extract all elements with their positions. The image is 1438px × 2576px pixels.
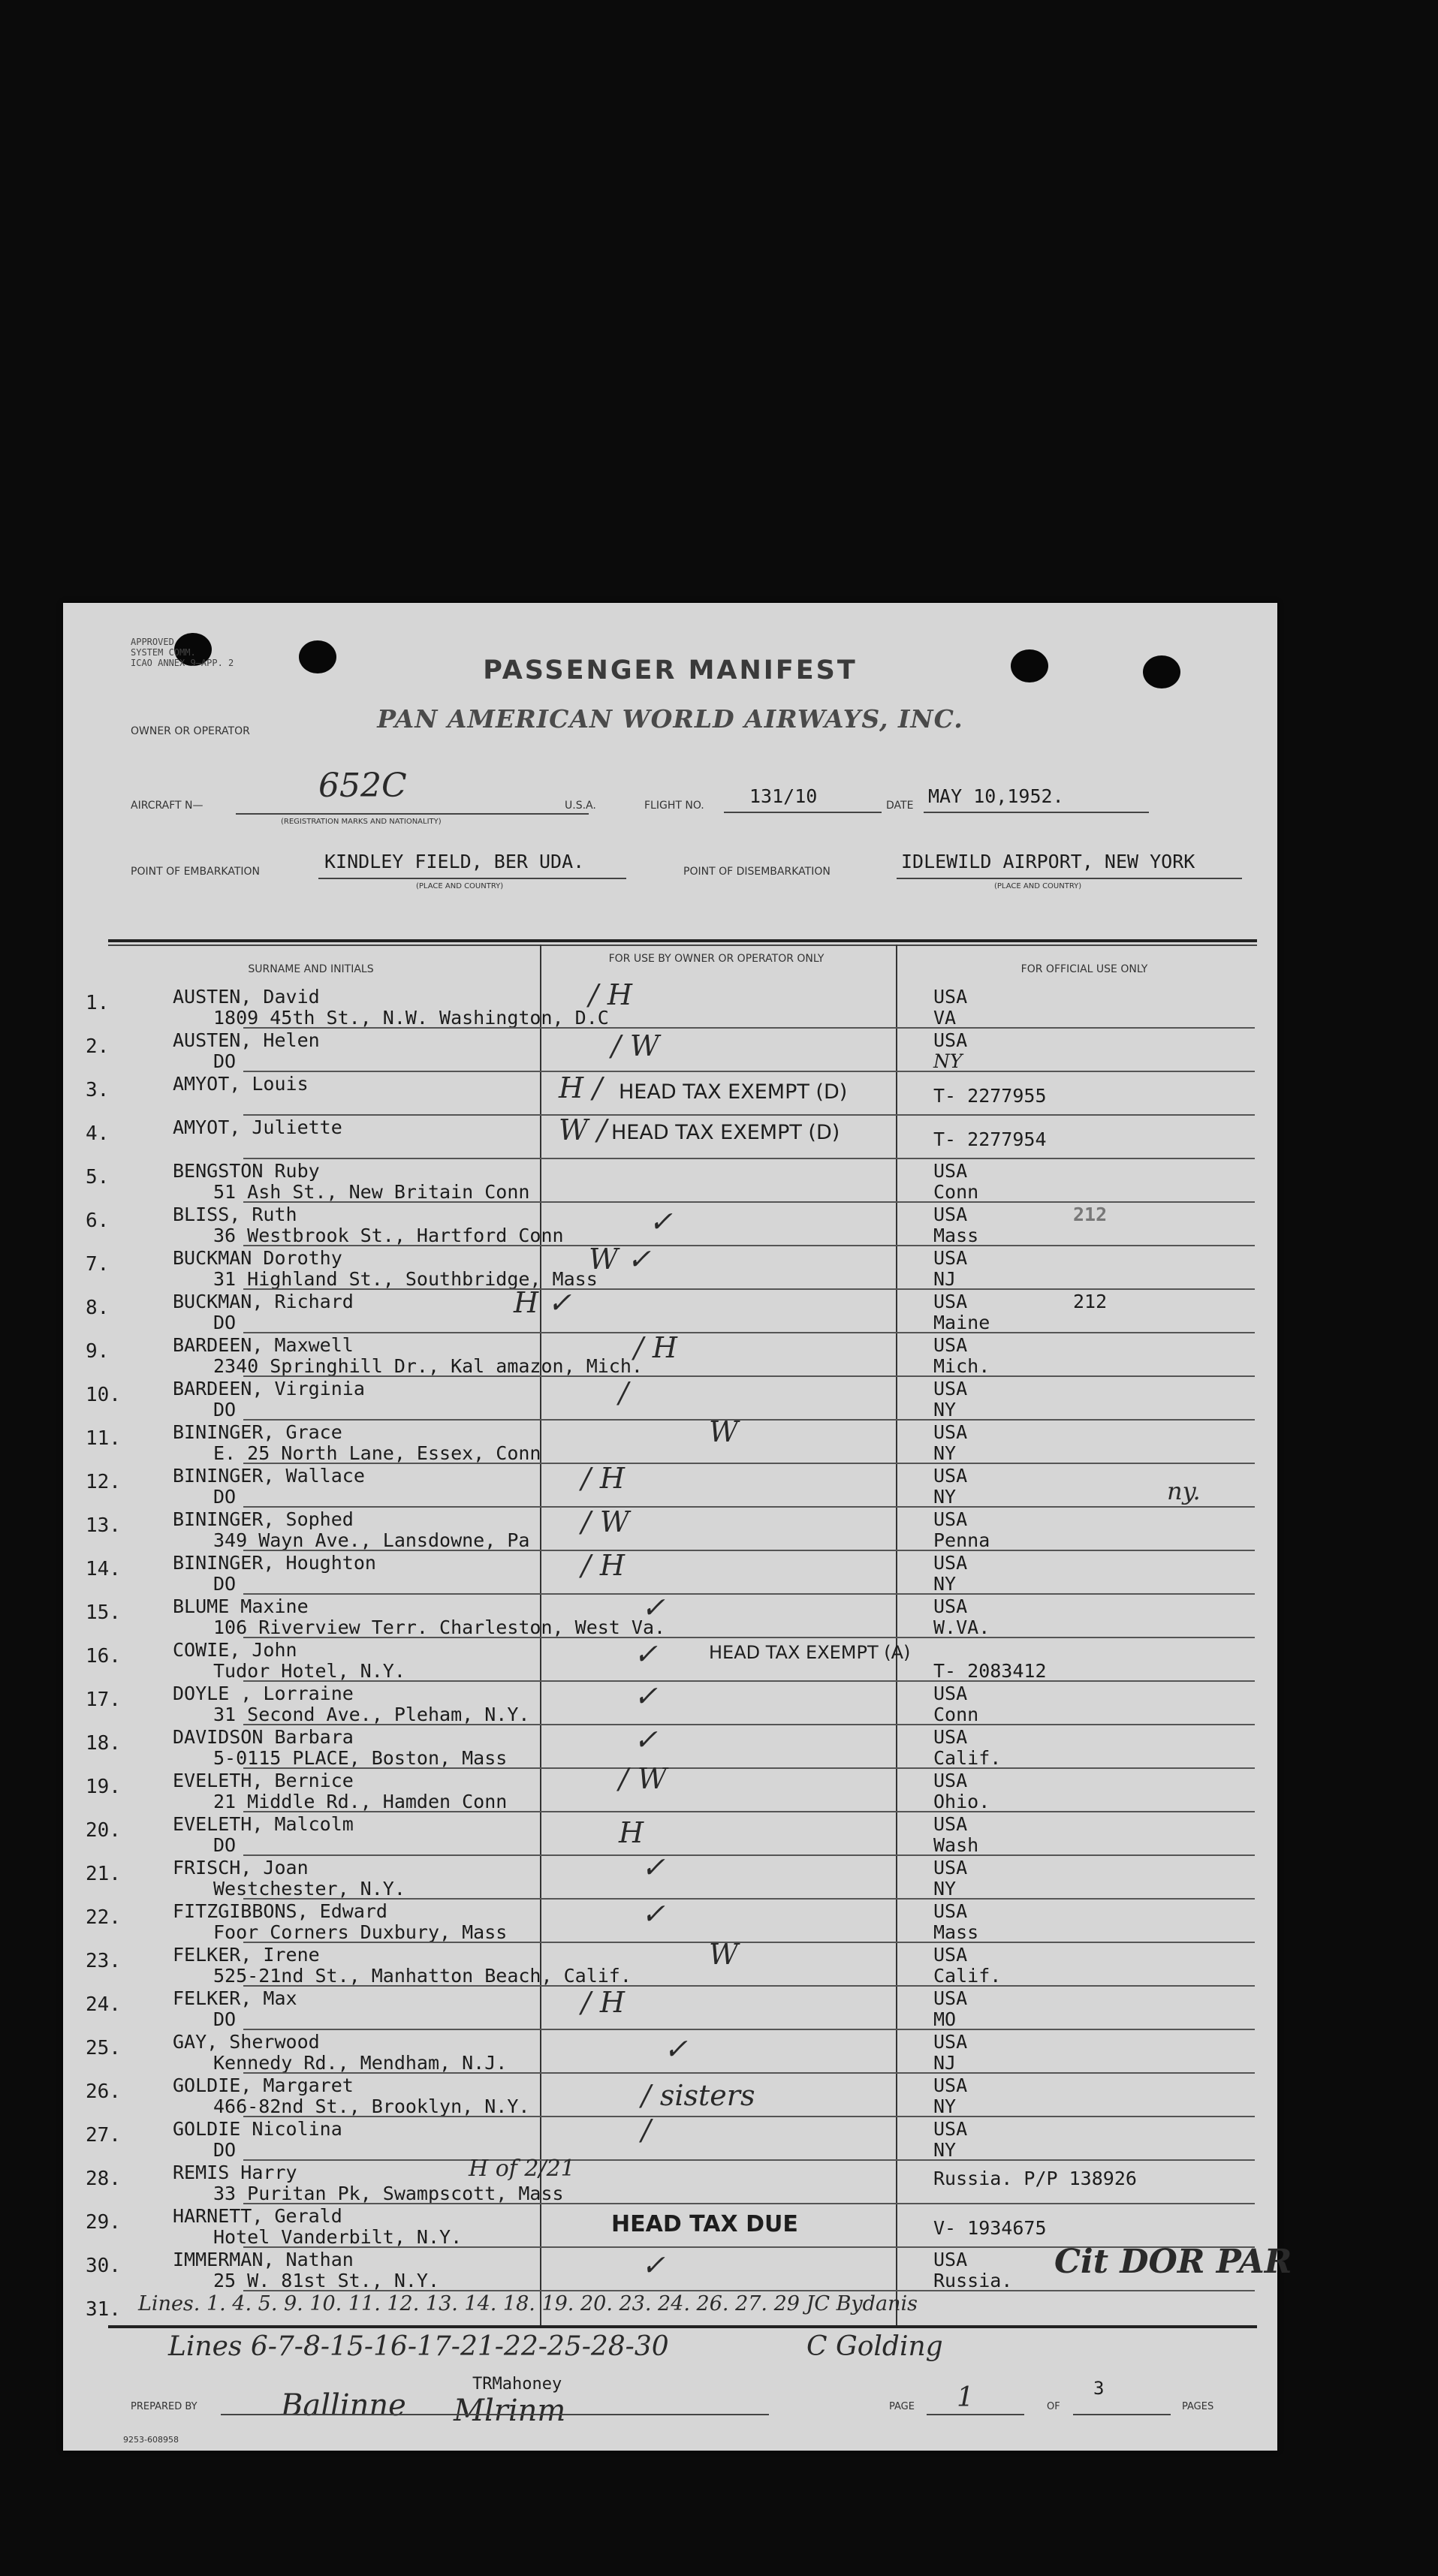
table-row — [63, 2292, 1277, 2336]
table-row — [63, 1415, 1277, 1465]
row-number: 1. — [86, 992, 110, 1014]
table-bottom-rule — [108, 2325, 1257, 2328]
residence: Russia. — [933, 2270, 1013, 2291]
residence: NY — [933, 2095, 957, 2117]
passenger-name: COWIE, John — [173, 1639, 297, 1661]
table-row — [63, 1073, 1277, 1116]
passenger-name: EVELETH, Bernice — [173, 1770, 354, 1791]
disembark-label: POINT OF DISEMBARKATION — [683, 866, 831, 878]
nationality: USA — [933, 1683, 968, 1704]
row-number: 19. — [86, 1776, 121, 1798]
table-row — [63, 2074, 1277, 2118]
row-rule — [243, 1854, 1255, 1856]
nationality: USA — [933, 1378, 968, 1399]
passenger-name: FRISCH, Joan — [173, 1857, 309, 1879]
residence: NY — [933, 1573, 957, 1595]
passenger-address: DO — [213, 1399, 237, 1421]
residence: Mass — [933, 1921, 979, 1943]
row-rule — [243, 1288, 1255, 1290]
passenger-name: DAVIDSON Barbara — [173, 1726, 354, 1748]
stamp-line: ICAO ANNEX 9—APP. 2 — [131, 658, 234, 668]
row-rule — [243, 1724, 1255, 1725]
table-row — [63, 1029, 1277, 1073]
passport-info: Russia. P/P 138926 — [933, 2168, 1137, 2189]
citizenship-note: Cit DOR PAR — [1054, 2243, 1292, 2281]
passenger-name: BLISS, Ruth — [173, 1204, 297, 1225]
row-rule — [243, 1114, 1255, 1116]
check-mark: / — [641, 2114, 651, 2147]
flight-date: MAY 10,1952. — [928, 785, 1064, 807]
residence: NY — [933, 1050, 963, 1072]
col-surname: SURNAME AND INITIALS — [248, 963, 374, 975]
table-row — [63, 1851, 1277, 1900]
passenger-name: GAY, Sherwood — [173, 2031, 320, 2053]
residence: Ohio. — [933, 1791, 990, 1812]
check-mark: / W — [611, 1029, 659, 1062]
disembark-value: IDLEWILD AIRPORT, NEW YORK — [901, 851, 1195, 872]
row-number: 27. — [86, 2124, 121, 2147]
table-row — [63, 978, 1277, 1029]
table-row — [63, 1549, 1277, 1595]
table-row — [63, 1680, 1277, 1726]
check-mark: ✓ — [664, 2032, 688, 2065]
residence: Conn — [933, 1181, 979, 1203]
passenger-address: Foor Corners Duxbury, Mass — [213, 1921, 508, 1943]
prepared-by-value: TRMahoney — [472, 2375, 562, 2394]
row-number: 22. — [86, 1906, 121, 1929]
residence: NY — [933, 1486, 957, 1508]
form-number: 9253-608958 — [123, 2435, 179, 2445]
alien-number: T- 2277955 — [933, 1085, 1047, 1107]
passenger-address: Westchester, N.Y. — [213, 1878, 405, 1900]
row-number: 7. — [86, 1253, 110, 1276]
passenger-name: BLUME Maxine — [173, 1595, 309, 1617]
row-number: 25. — [86, 2037, 121, 2059]
passenger-address: Hotel Vanderbilt, N.Y. — [213, 2226, 463, 2248]
row-number: 9. — [86, 1340, 110, 1363]
row-number: 13. — [86, 1514, 121, 1537]
passenger-name: REMIS Harry — [173, 2162, 297, 2183]
col-official: FOR OFFICIAL USE ONLY — [1020, 963, 1148, 975]
passenger-address: DO — [213, 2008, 237, 2030]
passenger-name: FELKER, Irene — [173, 1944, 320, 1966]
nationality: USA — [933, 1204, 968, 1225]
row-number: 20. — [86, 1819, 121, 1842]
airline-name: PAN AMERICAN WORLD AIRWAYS, INC. — [377, 704, 963, 734]
nationality: USA — [933, 1465, 968, 1487]
passenger-name: IMMERMAN, Nathan — [173, 2249, 354, 2270]
row-rule — [243, 2072, 1255, 2074]
row-number: 30. — [86, 2255, 121, 2277]
passenger-address: E. 25 North Lane, Essex, Conn — [213, 1442, 541, 1464]
passenger-name: BARDEEN, Maxwell — [173, 1334, 354, 1356]
check-mark: / H — [581, 1462, 626, 1495]
passenger-address: Kennedy Rd., Mendham, N.J. — [213, 2052, 508, 2074]
row-number: 16. — [86, 1645, 121, 1668]
check-mark: / — [619, 1376, 629, 1409]
usa-label: U.S.A. — [565, 800, 596, 812]
row-rule — [243, 1158, 1255, 1159]
table-row — [63, 1897, 1277, 1944]
place-caption: (PLACE AND COUNTRY) — [994, 882, 1082, 890]
passenger-address: Tudor Hotel, N.Y. — [213, 1660, 405, 1682]
nationality: USA — [933, 986, 968, 1008]
row-number: 14. — [86, 1558, 121, 1580]
nationality: USA — [933, 1552, 968, 1574]
passenger-address: DO — [213, 1486, 237, 1508]
check-mark: / sisters — [641, 2079, 755, 2112]
aircraft-label: AIRCRAFT N— — [131, 800, 203, 812]
line31-hand-note: Lines. 1. 4. 5. 9. 10. 11. 12. 13. 14. 18. 19. 20. 23. 24. 26. 27. 29 JC Bydanis — [138, 2292, 918, 2315]
nationality: USA — [933, 1247, 968, 1269]
passenger-name: BININGER, Houghton — [173, 1552, 376, 1574]
row-number: 8. — [86, 1297, 110, 1319]
table-top-rule — [108, 939, 1257, 942]
check-mark: ✓ — [641, 1897, 665, 1930]
row-rule — [243, 1942, 1255, 1943]
row-number: 4. — [86, 1122, 110, 1145]
nationality: USA — [933, 1944, 968, 1966]
row-rule — [243, 1550, 1255, 1551]
hand-signature-note: C Golding — [806, 2331, 943, 2362]
row-rule — [243, 2029, 1255, 2030]
embark-value: KINDLEY FIELD, BER UDA. — [324, 851, 585, 872]
check-mark: ✓ — [641, 2249, 665, 2282]
residence: Mich. — [933, 1355, 990, 1377]
row-number: 18. — [86, 1732, 121, 1755]
row-rule — [243, 1593, 1255, 1595]
passenger-address: DO — [213, 2139, 237, 2161]
aircraft-underline — [236, 813, 589, 815]
row-rule — [243, 1767, 1255, 1769]
row-rule — [243, 1375, 1255, 1377]
nationality: USA — [933, 1334, 968, 1356]
table-row — [63, 1639, 1277, 1683]
stamp-line: APPROVED — [131, 637, 174, 647]
row-rule — [243, 1332, 1255, 1333]
nationality: USA — [933, 2118, 968, 2140]
table-row — [63, 1286, 1277, 1334]
row-rule — [243, 1245, 1255, 1246]
head-tax-due-stamp: HEAD TAX DUE — [611, 2211, 798, 2237]
check-mark: ✓ — [641, 1591, 665, 1624]
check-mark: / H — [581, 1549, 626, 1582]
passenger-name: DOYLE , Lorraine — [173, 1683, 354, 1704]
table-row — [63, 1160, 1277, 1204]
head-tax-stamp: HEAD TAX EXEMPT (D) — [619, 1080, 848, 1104]
passenger-name: BININGER, Grace — [173, 1421, 342, 1443]
residence: Conn — [933, 1704, 979, 1725]
manifest-page — [63, 603, 1292, 2451]
owner-label: OWNER OR OPERATOR — [131, 725, 250, 737]
passenger-name: BUCKMAN Dorothy — [173, 1247, 342, 1269]
row-number: 6. — [86, 1210, 110, 1232]
flight-label: FLIGHT NO. — [644, 800, 704, 812]
nationality: USA — [933, 1595, 968, 1617]
check-mark: ✓ — [634, 1680, 658, 1713]
page-label: PAGE — [889, 2401, 915, 2412]
passenger-name: AUSTEN, David — [173, 986, 320, 1008]
nationality: USA — [933, 2074, 968, 2096]
table-row — [63, 1204, 1277, 1247]
row-number: 15. — [86, 1601, 121, 1624]
table-row — [63, 1813, 1277, 1857]
check-mark: H / — [559, 1071, 603, 1104]
pages-label: PAGES — [1182, 2401, 1214, 2412]
passenger-address: DO — [213, 1050, 237, 1072]
passenger-name: BENGSTON Ruby — [173, 1160, 320, 1182]
passenger-address: 36 Westbrook St., Hartford Conn — [213, 1225, 564, 1246]
page-count-underline — [1073, 2414, 1171, 2415]
code-212: 212 — [1073, 1291, 1108, 1312]
passenger-name: HARNETT, Gerald — [173, 2205, 342, 2227]
row-rule — [243, 1506, 1255, 1508]
table-row — [63, 1243, 1277, 1291]
passenger-address: 31 Second Ave., Pleham, N.Y. — [213, 1704, 530, 1725]
table-row — [63, 1762, 1277, 1813]
passenger-address: 33 Puritan Pk, Swampscott, Mass — [213, 2183, 564, 2204]
nationality: USA — [933, 1857, 968, 1879]
flight-number: 131/10 — [749, 785, 818, 807]
check-mark: H ✓ — [514, 1286, 572, 1319]
row-rule — [243, 1898, 1255, 1900]
table-row — [63, 1462, 1277, 1508]
stamp-line: SYSTEM COMM. — [131, 647, 196, 658]
check-mark: ✓ — [649, 1205, 673, 1238]
passenger-name: BUCKMAN, Richard — [173, 1291, 354, 1312]
row-number: 29. — [86, 2211, 121, 2234]
passenger-address: 525-21nd St., Manhatton Beach, Calif. — [213, 1965, 632, 1987]
prepared-by-underline — [221, 2414, 769, 2415]
alien-number: T- 2277954 — [933, 1128, 1047, 1150]
row-number: 23. — [86, 1950, 121, 1972]
residence: NY — [933, 1442, 957, 1464]
residence: NY — [933, 1878, 957, 1900]
check-mark: H — [619, 1816, 644, 1849]
page-count: 3 — [1093, 2378, 1105, 2399]
passenger-address: 466-82nd St., Brooklyn, N.Y. — [213, 2095, 530, 2117]
head-tax-stamp: HEAD TAX EXEMPT (D) — [611, 1121, 840, 1144]
table-row — [63, 2243, 1292, 2292]
row-number: 5. — [86, 1166, 110, 1189]
passenger-name: BARDEEN, Virginia — [173, 1378, 365, 1399]
passenger-name: FELKER, Max — [173, 1987, 297, 2009]
code-212: 212 — [1073, 1204, 1108, 1225]
check-mark: / H — [581, 1986, 626, 2019]
residence: Maine — [933, 1312, 990, 1333]
residence: MO — [933, 2008, 957, 2030]
form-title: PASSENGER MANIFEST — [483, 655, 858, 685]
nationality: USA — [933, 1900, 968, 1922]
passenger-name: GOLDIE, Margaret — [173, 2074, 354, 2096]
row-rule — [243, 1419, 1255, 1421]
table-row — [63, 1505, 1277, 1552]
passenger-name: AMYOT, Louis — [173, 1073, 309, 1095]
residence: Mass — [933, 1225, 979, 1246]
hand-note: H of 2/21 — [469, 2156, 575, 2182]
table-top-rule-2 — [108, 945, 1257, 946]
row-rule — [243, 1985, 1255, 1987]
residence: NY — [933, 2139, 957, 2161]
row-rule — [243, 1680, 1255, 1682]
row-number: 3. — [86, 1079, 110, 1101]
table-row — [63, 1987, 1277, 2031]
signature-1: Ballinne — [281, 2388, 406, 2423]
passenger-address: 349 Wayn Ave., Lansdowne, Pa — [213, 1529, 530, 1551]
nationality: USA — [933, 2249, 968, 2270]
place-caption: (PLACE AND COUNTRY) — [416, 882, 504, 890]
page-number: 1 — [957, 2382, 974, 2413]
nationality: USA — [933, 1813, 968, 1835]
check-mark: / W — [619, 1762, 667, 1795]
nationality: USA — [933, 1726, 968, 1748]
row-number: 24. — [86, 1993, 121, 2016]
table-row — [63, 2156, 1277, 2205]
passenger-address: 5-0115 PLACE, Boston, Mass — [213, 1747, 508, 1769]
passenger-address: 21 Middle Rd., Hamden Conn — [213, 1791, 508, 1812]
nationality: USA — [933, 2031, 968, 2053]
row-number: 10. — [86, 1384, 121, 1406]
passenger-address: DO — [213, 1312, 237, 1333]
table-row — [63, 1331, 1277, 1378]
check-mark: ✓ — [634, 1723, 658, 1756]
passenger-name: BININGER, Wallace — [173, 1465, 365, 1487]
alien-number: V- 1934675 — [933, 2217, 1047, 2239]
row-rule — [243, 2203, 1255, 2204]
hand-note: ny. — [1167, 1477, 1201, 1505]
residence: Penna — [933, 1529, 990, 1551]
nationality: USA — [933, 1987, 968, 2009]
check-mark: ✓ — [641, 1851, 665, 1884]
check-mark: ✓ — [634, 1637, 658, 1671]
row-number: 17. — [86, 1689, 121, 1711]
check-mark: W ✓ — [589, 1243, 651, 1276]
table-row — [63, 2114, 1277, 2162]
check-mark: / H — [634, 1331, 678, 1364]
of-label: OF — [1047, 2401, 1060, 2412]
row-number: 21. — [86, 1863, 121, 1885]
residence: W.VA. — [933, 1616, 990, 1638]
embark-underline — [318, 878, 626, 879]
passenger-name: AUSTEN, Helen — [173, 1029, 320, 1051]
passenger-name: BININGER, Sophed — [173, 1508, 354, 1530]
hand-lines-note: Lines 6-7-8-15-16-17-21-22-25-28-30 — [168, 2331, 669, 2362]
prepared-by-label: PREPARED BY — [131, 2401, 197, 2412]
col-owner-use: FOR USE BY OWNER OR OPERATOR ONLY — [608, 953, 825, 965]
residence: Wash — [933, 1834, 979, 1856]
row-rule — [243, 1811, 1255, 1812]
head-tax-stamp: HEAD TAX EXEMPT (A) — [709, 1642, 911, 1663]
page-underline — [927, 2414, 1024, 2415]
date-underline — [924, 812, 1149, 813]
row-number: 11. — [86, 1427, 121, 1450]
row-number: 26. — [86, 2080, 121, 2103]
passenger-name: FITZGIBBONS, Edward — [173, 1900, 387, 1922]
row-rule — [243, 2290, 1255, 2291]
passenger-name: AMYOT, Juliette — [173, 1116, 342, 1138]
nationality: USA — [933, 1421, 968, 1443]
table-row — [63, 1378, 1277, 1421]
passenger-address: 31 Highland St., Southbridge, Mass — [213, 1268, 598, 1290]
date-label: DATE — [886, 800, 914, 812]
alien-number: T- 2083412 — [933, 1660, 1047, 1682]
row-number: 31. — [86, 2298, 121, 2321]
passenger-address: 25 W. 81st St., N.Y. — [213, 2270, 440, 2291]
row-number: 12. — [86, 1471, 121, 1493]
check-mark: W — [709, 1938, 739, 1971]
row-rule — [243, 1637, 1255, 1638]
row-rule — [243, 1071, 1255, 1072]
table-row — [63, 2031, 1277, 2074]
row-rule — [243, 2116, 1255, 2117]
check-mark: W / — [559, 1113, 607, 1146]
residence: NJ — [933, 2052, 957, 2074]
passenger-address: 51 Ash St., New Britain Conn — [213, 1181, 530, 1203]
flight-underline — [724, 812, 882, 813]
table-row — [63, 1938, 1277, 1987]
residence: VA — [933, 1007, 957, 1029]
row-number: 28. — [86, 2168, 121, 2190]
check-mark: / W — [581, 1505, 629, 1538]
aircraft-value: 652C — [318, 767, 407, 805]
row-rule — [243, 1201, 1255, 1203]
table-row — [63, 1591, 1277, 1639]
check-mark: / H — [589, 978, 633, 1011]
row-rule — [243, 1463, 1255, 1464]
nationality: USA — [933, 1770, 968, 1791]
passenger-name: GOLDIE Nicolina — [173, 2118, 342, 2140]
passenger-address: DO — [213, 1573, 237, 1595]
row-rule — [243, 1027, 1255, 1029]
residence: NY — [933, 1399, 957, 1421]
table-row — [63, 1113, 1277, 1160]
registration-caption: (REGISTRATION MARKS AND NATIONALITY) — [281, 818, 442, 826]
row-number: 2. — [86, 1035, 110, 1058]
passenger-address: 2340 Springhill Dr., Kal amazon, Mich. — [213, 1355, 643, 1377]
signature-2: Mlrinm — [454, 2394, 566, 2428]
nationality: USA — [933, 1508, 968, 1530]
passenger-address: 1809 45th St., N.W. Washington, D.C — [213, 1007, 609, 1029]
nationality: USA — [933, 1291, 968, 1312]
residence: NJ — [933, 1268, 957, 1290]
table-row — [63, 1723, 1277, 1770]
passenger-name: EVELETH, Malcolm — [173, 1813, 354, 1835]
passenger-address: 106 Riverview Terr. Charleston, West Va. — [213, 1616, 666, 1638]
check-mark: W — [709, 1415, 739, 1448]
nationality: USA — [933, 1160, 968, 1182]
passenger-address: DO — [213, 1834, 237, 1856]
disembark-underline — [897, 878, 1242, 879]
embark-label: POINT OF EMBARKATION — [131, 866, 261, 878]
nationality: USA — [933, 1029, 968, 1051]
residence: Calif. — [933, 1965, 1002, 1987]
residence: Calif. — [933, 1747, 1002, 1769]
row-rule — [243, 2159, 1255, 2161]
